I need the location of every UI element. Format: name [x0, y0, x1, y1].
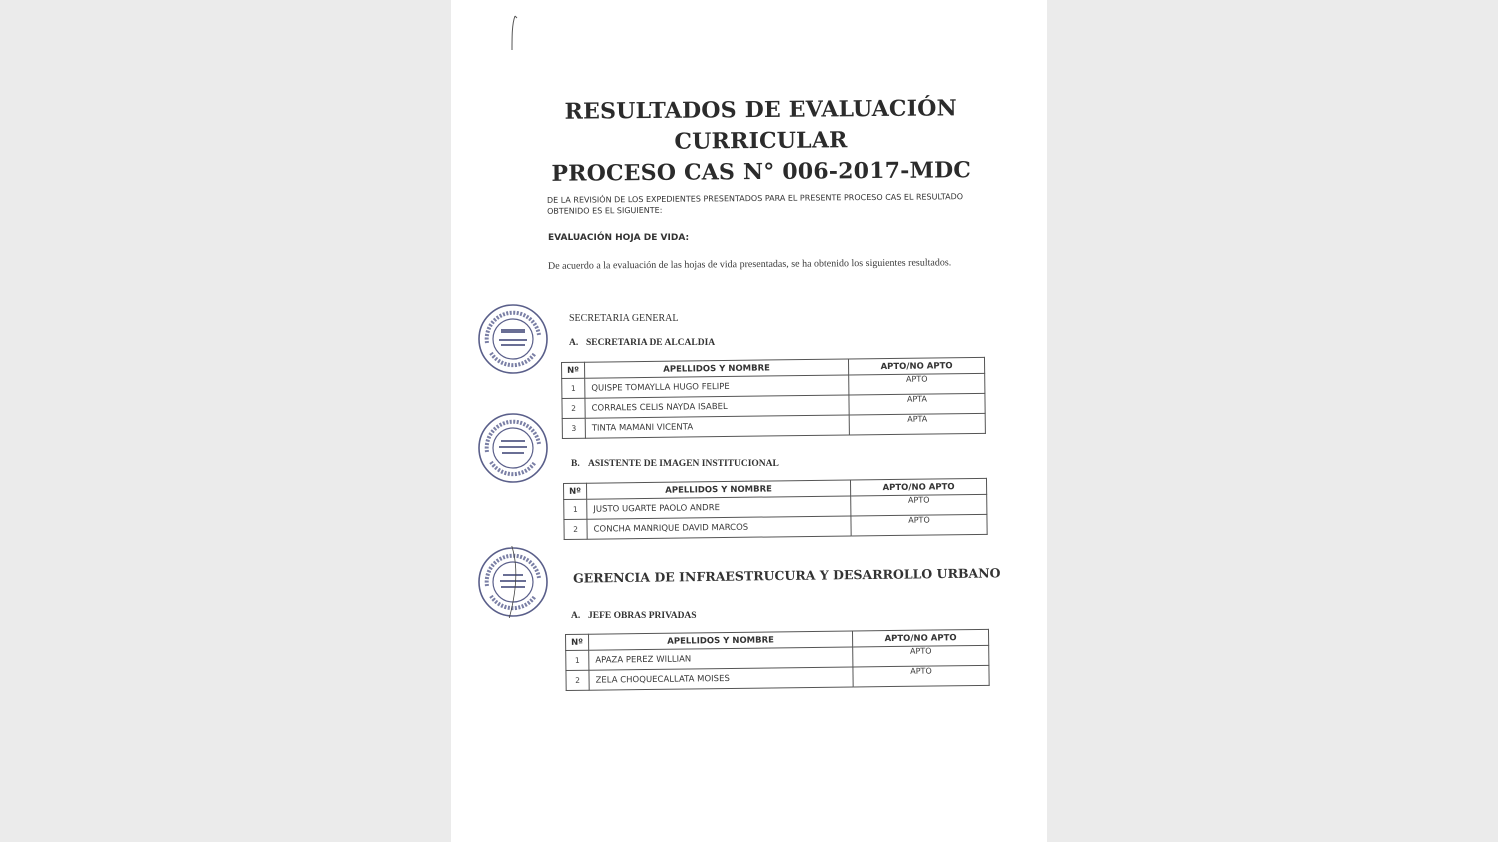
header-name: APELLIDOS Y NOMBRE [587, 480, 851, 499]
subsection-letter: B. [571, 459, 580, 469]
row-name: APAZA PEREZ WILLIAN [589, 647, 853, 670]
table-row [566, 665, 989, 690]
header-status: APTO/NO APTO [848, 357, 984, 375]
table-row [564, 514, 987, 539]
title-line-3: PROCESO CAS N° 006-2017-MDC [551, 157, 972, 187]
header-num: Nº [562, 362, 585, 378]
row-num: 1 [562, 378, 585, 398]
header-num: Nº [564, 483, 587, 499]
row-name: JUSTO UGARTE PAOLO ANDRE [587, 496, 851, 519]
subsection-letter: A. [571, 611, 581, 621]
stamp-asesoria-juridica-icon [477, 412, 549, 484]
header-name: APELLIDOS Y NOMBRE [585, 359, 849, 378]
row-status: APTO [851, 514, 987, 536]
row-num: 1 [566, 650, 589, 670]
row-name: QUISPE TOMAYLLA HUGO FELIPE [585, 375, 849, 398]
row-status: APTO [853, 665, 989, 687]
row-num: 2 [566, 670, 589, 690]
results-table-secretaria-alcaldia [561, 357, 986, 439]
row-status: APTO [851, 494, 987, 516]
header-status: APTO/NO APTO [850, 478, 986, 496]
row-name: TINTA MAMANI VICENTA [585, 415, 849, 438]
subsection-secretaria-alcaldia [569, 338, 715, 348]
row-num: 2 [562, 398, 585, 418]
evaluation-heading: EVALUACIÓN HOJA DE VIDA: [548, 233, 690, 243]
title-line-2: CURRICULAR [674, 127, 848, 155]
header-status: APTO/NO APTO [852, 629, 988, 647]
row-status: APTO [853, 645, 989, 667]
section-gerencia-infraestructura: GERENCIA DE INFRAESTRUCURA Y DESARROLLO URBANO [572, 565, 1001, 586]
intro-text: DE LA REVISIÓN DE LOS EXPEDIENTES PRESENTADOS PARA EL PRESENTE PROCESO CAS EL RESULTADO OBTENIDO ES EL SIGUIENTE: [546, 192, 964, 216]
row-num: 1 [564, 499, 587, 519]
subsection-label: JEFE OBRAS PRIVADAS [588, 611, 697, 621]
document-title [541, 93, 982, 190]
stamp-gerencia-municipal-icon [477, 303, 549, 375]
evaluation-text: De acuerdo a la evaluación de las hojas de vida presentadas, se ha obtenido los siguientes resultados. [547, 257, 952, 272]
row-name: ZELA CHOQUECALLATA MOISES [589, 667, 853, 690]
row-status: APTA [849, 393, 985, 415]
results-table-jefe-obras [565, 629, 990, 691]
section-secretaria-general: SECRETARIA GENERAL [569, 313, 679, 324]
subsection-label: ASISTENTE DE IMAGEN INSTITUCIONAL [588, 459, 779, 469]
header-name: APELLIDOS Y NOMBRE [589, 631, 853, 650]
row-status: APTA [849, 413, 985, 435]
subsection-jefe-obras [571, 611, 697, 621]
row-status: APTO [849, 373, 985, 395]
subsection-asistente-imagen [571, 459, 779, 469]
header-num: Nº [566, 634, 589, 650]
row-num: 3 [562, 418, 585, 438]
subsection-label: SECRETARIA DE ALCALDIA [586, 338, 716, 348]
table-row [562, 413, 985, 438]
results-table-asistente-imagen [563, 478, 988, 540]
row-name: CONCHA MANRIQUE DAVID MARCOS [587, 516, 851, 539]
row-num: 2 [564, 519, 587, 539]
stamp-recursos-humanos-icon [477, 546, 549, 618]
title-line-1: RESULTADOS DE EVALUACIÓN [564, 95, 957, 125]
document-page [451, 0, 1047, 842]
row-name: CORRALES CELIS NAYDA ISABEL [585, 395, 849, 418]
pen-mark [509, 14, 519, 54]
subsection-letter: A. [569, 338, 579, 348]
